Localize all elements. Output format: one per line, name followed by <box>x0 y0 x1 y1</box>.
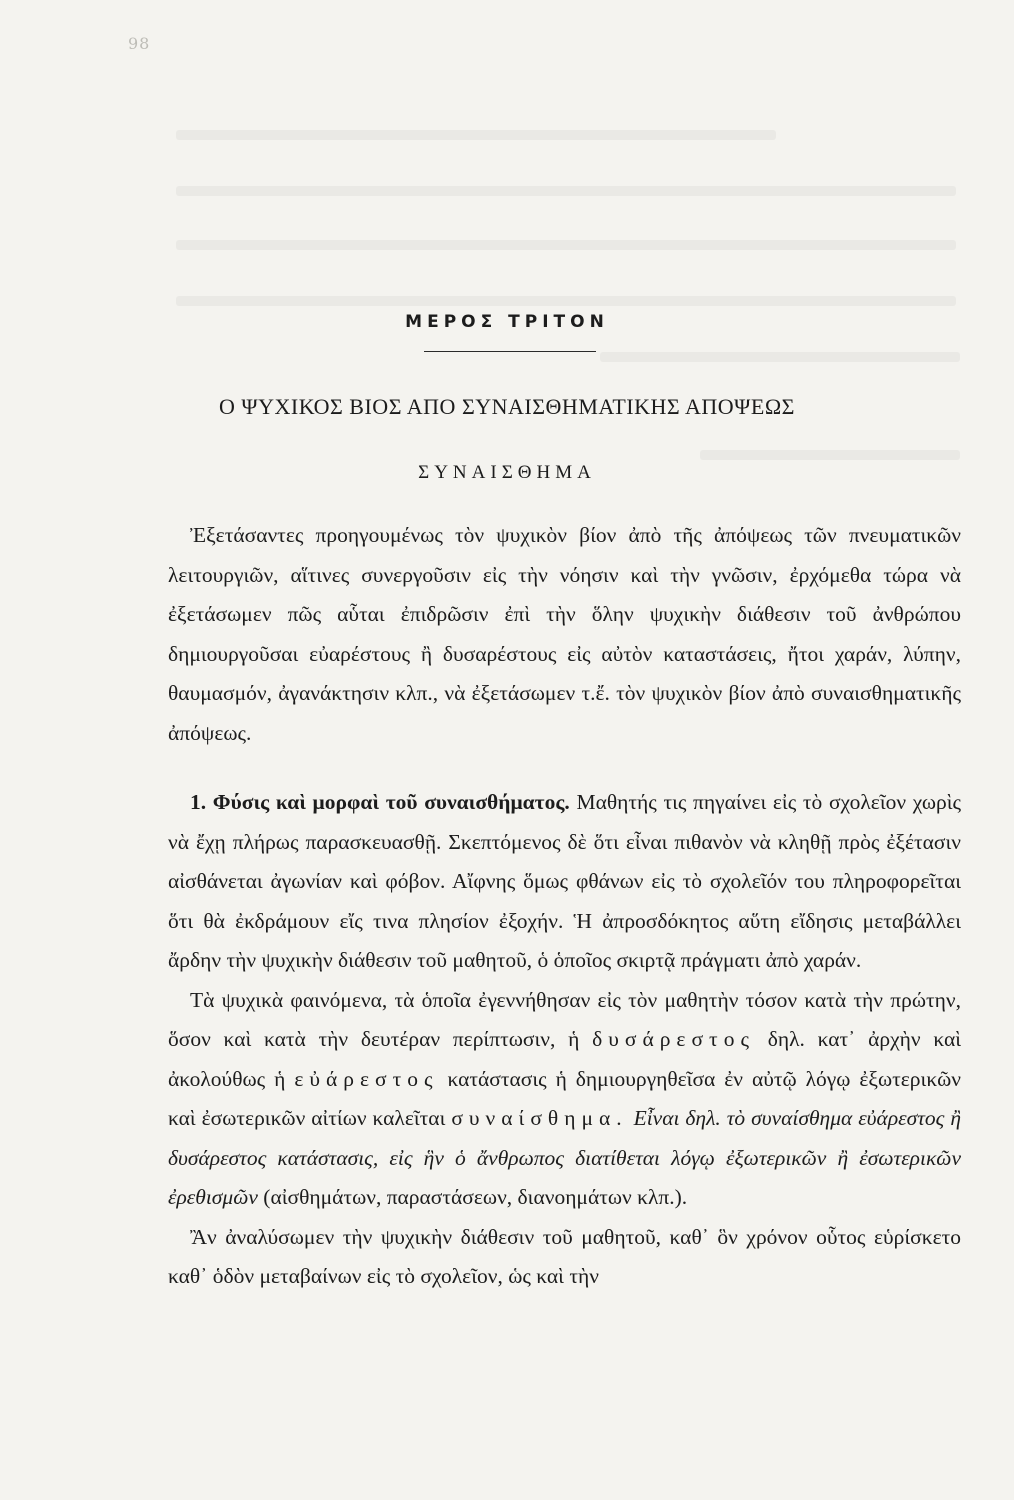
section1-heading: 1. Φύσις καὶ μορφαὶ τοῦ συναισθήματος. <box>190 790 570 814</box>
p2-text-a: Τὰ ψυχικὰ φαινόμενα, τὰ ὁποῖα ἐγεννήθησαν εἰς τὸν μαθητὴν τόσον κατὰ τὴν πρώτην, ὅσον καὶ κατὰ τὴν δευτέραν περίπτωσιν, ἡ <box>168 987 961 1051</box>
p2-spaced-euarestos: εὐάρεστος <box>294 1066 439 1091</box>
section1-paragraph1-text: Μαθητής τις πηγαίνει εἰς τὸ σχολεῖον χωρὶς νὰ ἔχῃ πλήρως παρασκευασθῇ. Σκεπτόμενος δὲ ὅτι εἶναι πιθανὸν νὰ κληθῇ πρὸς ἐξέτασιν αἰσθάνεται ἀγωνίαν καὶ φόβον. Αἴφνης ὅμως φθάνων εἰς τὸ σχολεῖόν του πληροφορεῖται ὅτι θὰ ἐκδράμουν εἴς τινα πλησίον ἐξοχήν. Ἡ ἀπροσδόκητος αὕτη εἴδησις μεταβάλλει ἄρδην τὴν ψυχικὴν διάθεσιν τοῦ μαθητοῦ, ὁ ὁποῖος σκιρτᾷ πράγματι ἀπὸ χαράν. <box>168 790 962 972</box>
p2-spaced-dysarestos: δυσάρεστος <box>592 1027 755 1051</box>
intro-paragraph: Ἐξετάσαντες προηγουμένως τὸν ψυχικὸν βίον ἀπὸ τῆς ἀπόψεως τῶν πνευματικῶν λειτουργιῶν, αἵτινες συνεργοῦσιν εἰς τὴν νόησιν καὶ τὴν γνῶσιν, ἐρχόμεθα τώρα νὰ ἐξετάσωμεν πῶς αὗται ἐπιδρῶσιν ἐπὶ τὴν ὅλην ψυχικὴν διάθεσιν τοῦ ἀνθρώπου δημιουργοῦσαι εὐαρέστους ἢ δυσαρέστους εἰς αὐτὸν καταστάσεις, ἤτοι χαράν, λύπην, θαυμασμόν, ἀγανάκτησιν κλπ., νὰ ἐξετάσωμεν τ.ἔ. τὸν ψυχικὸν βίον ἀπὸ συναισθηματικῆς ἀπόψεως. <box>168 523 961 745</box>
section1-paragraph2 <box>168 981 961 1218</box>
p2-definition-italic: Εἶναι δηλ. τὸ συναίσθημα εὐάρεστος ἢ δυσάρεστος κατάστασις, εἰς ἣν ὁ ἄνθρωπος διατίθεται λόγῳ ἐξωτερικῶν ἢ ἐσωτερικῶν ἐρεθισμῶν <box>168 1106 962 1209</box>
body-text <box>168 516 961 1297</box>
chapter-title: Ο ΨΥΧΙΚΟΣ ΒΙΟΣ ΑΠΟ ΣΥΝΑΙΣΘΗΜΑΤΙΚΗΣ ΑΠΟΨΕΩΣ <box>219 394 795 419</box>
title-divider <box>424 351 596 352</box>
part-title: ΜΕΡΟΣ ΤΡΙΤΟΝ <box>405 312 609 332</box>
p2-spaced-synaisthima: συναίσθημα. <box>451 1106 628 1130</box>
p2-text-b: δηλ. κατ᾽ ἀρχὴν καὶ ἀκολούθως ἡ <box>168 1027 962 1091</box>
section1-paragraph3: Ἂν ἀναλύσωμεν τὴν ψυχικὴν διάθεσιν τοῦ μαθητοῦ, καθ᾽ ὃν χρόνον οὗτος εὑρίσκετο καθ᾽ ὁδὸν μεταβαίνων εἰς τὸ σχολεῖον, ὡς καὶ τὴν <box>168 1224 961 1288</box>
p2-text-d: (αἰσθημάτων, παραστάσεων, διανοημάτων κλπ.). <box>263 1185 688 1209</box>
page-number: 98 <box>128 34 151 53</box>
p2-text-c: κατάστασις ἡ δημιουργηθεῖσα ἐν αὐτῷ λόγῳ ἐξωτερικῶν καὶ ἐσωτερικῶν αἰτίων καλεῖται <box>168 1066 962 1130</box>
section1-paragraph1 <box>168 783 961 981</box>
section-title: ΣΥΝΑΙΣΘΗΜΑ <box>418 462 596 483</box>
